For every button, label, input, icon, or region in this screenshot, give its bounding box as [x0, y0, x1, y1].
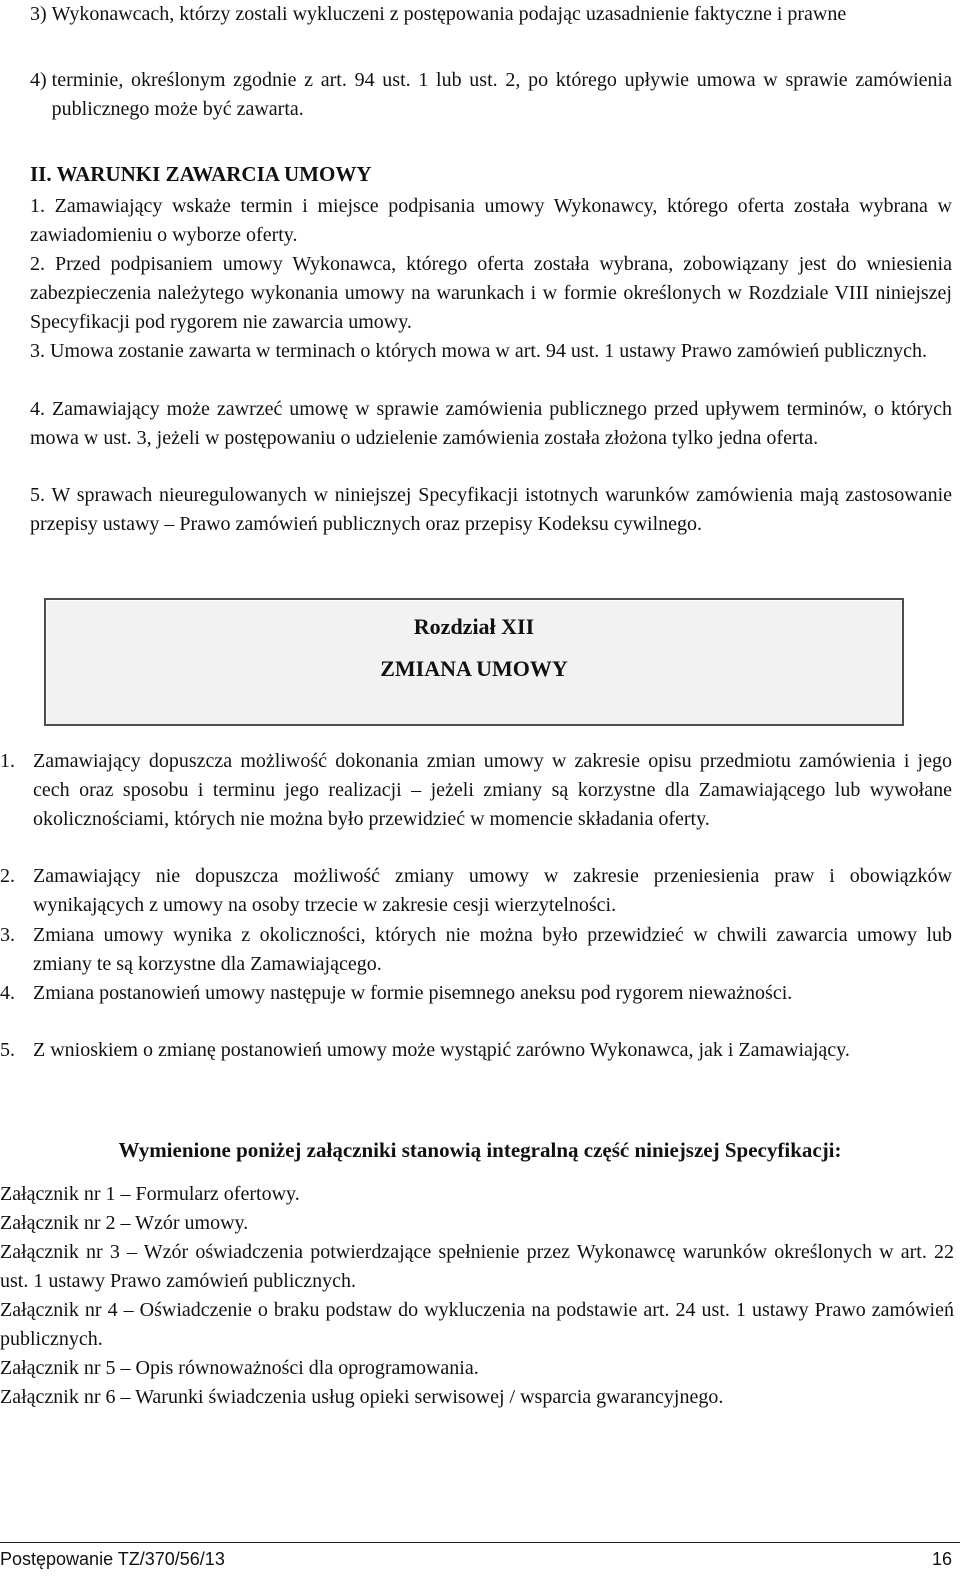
- attachment-item-5: Załącznik nr 5 – Opis równoważności dla oprogramowania.: [0, 1357, 479, 1379]
- item-text: Zamawiający wskaże termin i miejsce podpisania umowy Wykonawcy, którego oferta została wybrana w zawiadomieniu o wyborze oferty.: [30, 195, 953, 246]
- footer-divider: [0, 1542, 960, 1543]
- item-number: 3.: [30, 340, 45, 362]
- item-text: Zmiana umowy wynika z okoliczności, których nie można było przewidzieć w chwili zawarcia umowy lub zmiany te są korzystne dla Zamawiającego.: [33, 924, 952, 975]
- item-text: Zamawiający może zawrzeć umowę w sprawie zamówienia publicznego przed upływem terminów, o których mowa w ust. 3, jeżeli w postępowaniu o udzielenie zamówienia została złożona tylko jedna oferta.: [30, 398, 952, 449]
- item-text: Przed podpisaniem umowy Wykonawca, którego oferta została wybrana, zobowiązany jest do wniesienia zabezpieczenia należytego wykonania umowy na warunkach i w formie określonych w Rozdziale VIII niniejszej Specyfikacji pod rygorem nie zawarcia umowy.: [30, 253, 952, 333]
- attachment-item-6: Załącznik nr 6 – Warunki świadczenia usług opieki serwisowej / wsparcia gwarancyjnego.: [0, 1386, 724, 1408]
- section-item-4: [30, 395, 952, 453]
- item-number: 5.: [30, 484, 45, 506]
- attachments-heading: Wymienione poniżej załączniki stanowią integralną część niniejszej Specyfikacji:: [118, 1138, 842, 1162]
- list-item-top-3: [30, 0, 952, 29]
- section-item-1: [30, 192, 952, 250]
- item-number: 3.: [0, 924, 15, 946]
- item-text: Zamawiający dopuszcza możliwość dokonania zmian umowy w zakresie opisu przedmiotu zamówienia i jego cech oraz sposobu i terminu jego realizacji – jeżeli zmiany są korzystne dla Zamawiającego lub wywołane okolicznościami, których nie można było przewidzieć w momencie składania oferty.: [33, 750, 952, 830]
- attachment-item-1: Załącznik nr 1 – Formularz ofertowy.: [0, 1183, 300, 1205]
- chapter-item-5: [0, 1036, 952, 1065]
- chapter-title: ZMIANA UMOWY: [380, 656, 568, 681]
- chapter-item-4: [0, 979, 952, 1008]
- section-heading: II. WARUNKI ZAWARCIA UMOWY: [30, 162, 372, 186]
- list-text: terminie, określonym zgodnie z art. 94 ust. 1 lub ust. 2, po którego upływie umowa w sprawie zamówienia publicznego może być zawarta.: [51, 69, 952, 120]
- page-number: 16: [931, 1549, 952, 1569]
- section-item-5: [30, 481, 952, 539]
- item-text: Zmiana postanowień umowy następuje w formie pisemnego aneksu pod rygorem nieważności.: [33, 982, 793, 1004]
- item-number: 2.: [0, 865, 15, 887]
- chapter-item-1: [0, 747, 952, 834]
- section-item-3: [30, 337, 952, 366]
- attachment-item-2: Załącznik nr 2 – Wzór umowy.: [0, 1212, 249, 1234]
- list-number: 3): [30, 3, 47, 25]
- section-item-2: [30, 250, 952, 337]
- chapter-number: Rozdział XII: [413, 614, 535, 639]
- item-number: 1.: [30, 195, 45, 217]
- chapter-item-3: [0, 921, 952, 979]
- item-text: W sprawach nieuregulowanych w niniejszej Specyfikacji istotnych warunków zamówienia mają zastosowanie przepisy ustawy – Prawo zamówień publicznych oraz przepisy Kodeksu cywilnego.: [30, 484, 952, 535]
- chapter-item-2: [0, 862, 952, 920]
- attachment-item-4: Załącznik nr 4 – Oświadczenie o braku podstaw do wykluczenia na podstawie art. 24 ust. 1 ustawy Prawo zamówień publicznych.: [0, 1299, 954, 1350]
- item-number: 4.: [0, 982, 15, 1004]
- item-number: 1.: [0, 750, 15, 772]
- item-text: Umowa zostanie zawarta w terminach o których mowa w art. 94 ust. 1 ustawy Prawo zamówień publicznych.: [50, 340, 927, 362]
- item-number: 5.: [0, 1039, 15, 1061]
- item-number: 4.: [30, 398, 45, 420]
- list-item-top-4: [30, 66, 952, 124]
- chapter-title-box: [44, 598, 904, 726]
- item-text: Zamawiający nie dopuszcza możliwość zmiany umowy w zakresie przeniesienia praw i obowiązków wynikających z umowy na osoby trzecie w zakresie cesji wierzytelności.: [33, 865, 952, 916]
- item-text: Z wnioskiem o zmianę postanowień umowy może wystąpić zarówno Wykonawca, jak i Zamawiający.: [33, 1039, 850, 1061]
- footer-reference: Postępowanie TZ/370/56/13: [0, 1549, 225, 1569]
- item-number: 2.: [30, 253, 45, 275]
- list-text: Wykonawcach, którzy zostali wykluczeni z postępowania podając uzasadnienie faktyczne i prawne: [51, 3, 847, 25]
- list-number: 4): [30, 69, 47, 91]
- attachment-item-3: Załącznik nr 3 – Wzór oświadczenia potwierdzające spełnienie przez Wykonawcę warunków określonych w art. 22 ust. 1 ustawy Prawo zamówień publicznych.: [0, 1241, 954, 1292]
